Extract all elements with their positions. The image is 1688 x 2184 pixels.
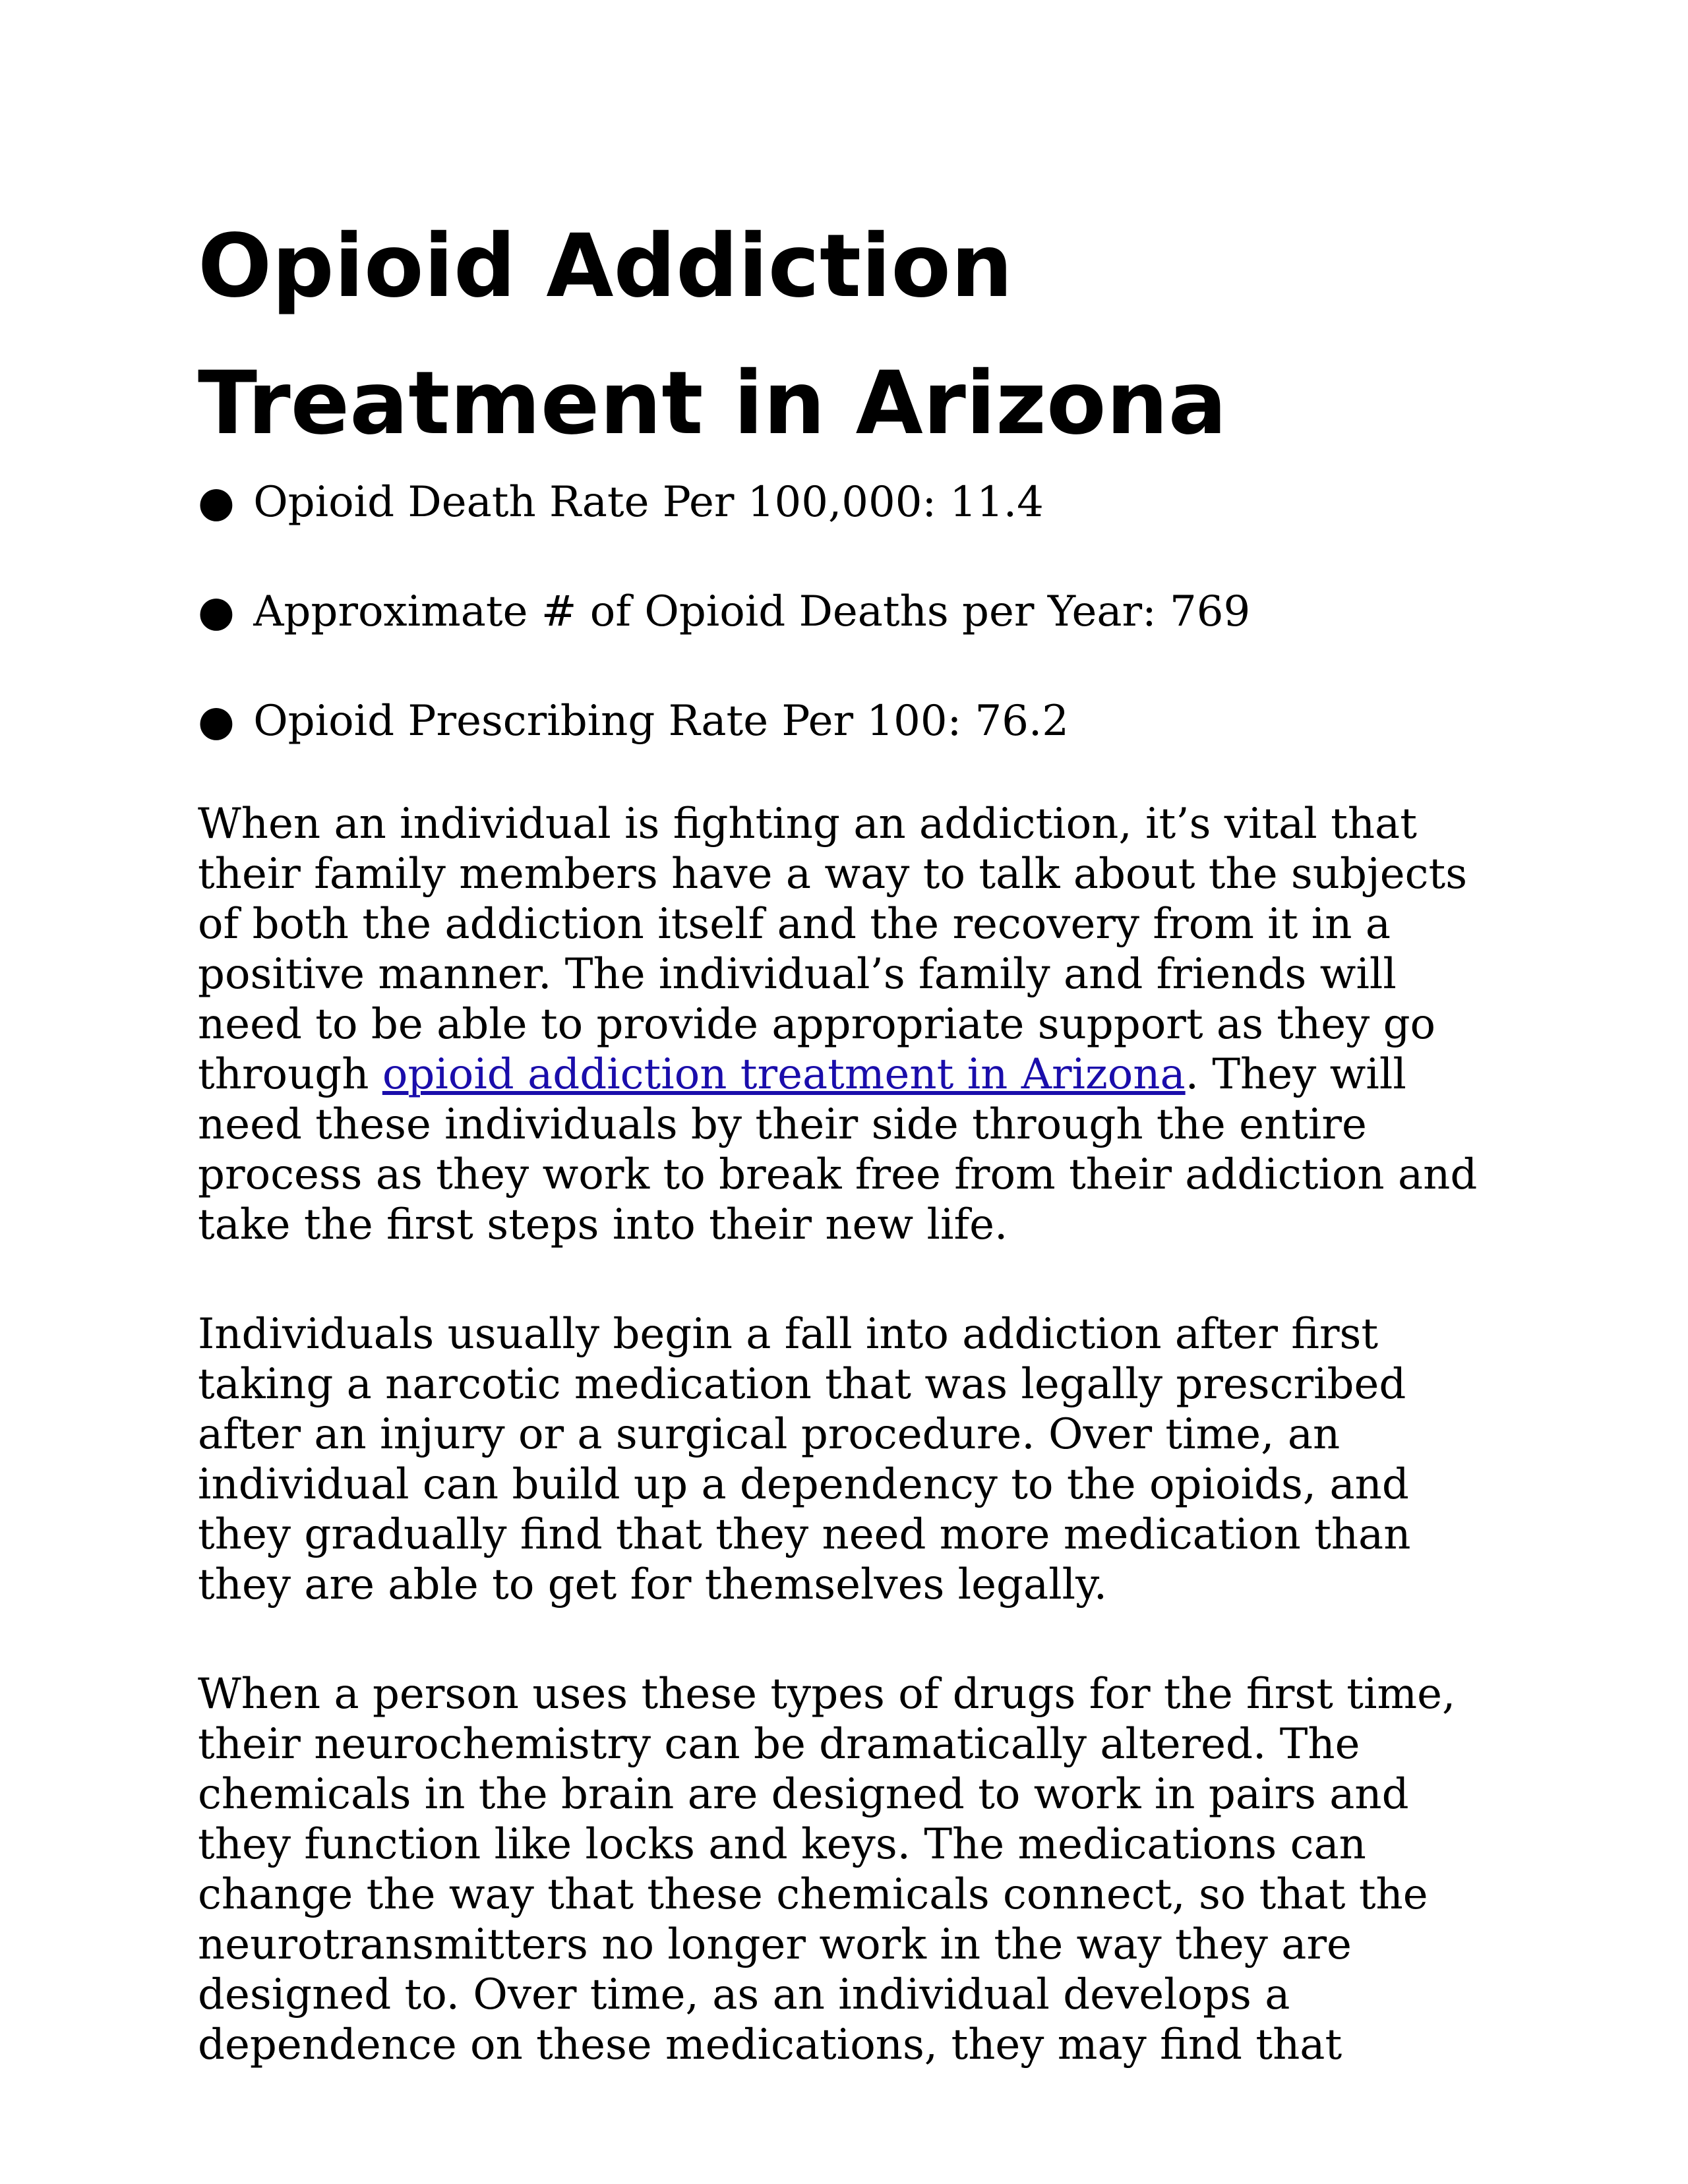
- page-title: Opioid Addiction Treatment in Arizona: [198, 216, 1227, 454]
- stat-death-rate: [198, 477, 1490, 527]
- paragraph-text: When an individual is fighting an addiction, it’s vital that their family members have a way to talk about the subjects of both the addiction itself and the recovery from it in a positive manner. The individual’s family and friends will need to be able to provide appropriate support as they go through: [198, 800, 1468, 1099]
- stat-text: Opioid Death Rate Per 100,000: 11.4: [253, 478, 1044, 527]
- paragraph-family-support: [198, 799, 1490, 1250]
- paragraph-fall-into-addiction: Individuals usually begin a fall into addiction after first taking a narcotic medication that was legally prescribed after an injury or a surgical procedure. Over time, an individual can build up a dependency to the opioids, and they gradually find that they need more medication than they are able to get for themselves legally.: [198, 1310, 1411, 1609]
- bullet-icon: ●: [198, 697, 235, 746]
- bullet-icon: ●: [198, 478, 235, 527]
- treatment-link[interactable]: opioid addiction treatment in Arizona: [382, 1050, 1186, 1099]
- stat-deaths-per-year: [198, 587, 1490, 637]
- paragraph-neurochemistry: When a person uses these types of drugs for the first time, their neurochemistry can be dramatically altered. The chemicals in the brain are designed to work in pairs and they function like locks and keys. The medications can change the way that these chemicals connect, so that the neurotransmitters no longer work in the way they are designed to. Over time, as an individual develops a dependence on these medications, they may find that: [198, 1670, 1456, 2069]
- document-page: [198, 198, 1490, 2129]
- paragraph-text: . They will need these individuals by their side through the entire process as they work to break free from their addiction and take the first steps into their new life.: [198, 1050, 1478, 1249]
- stat-prescribing-rate: [198, 696, 1490, 746]
- stat-text: Opioid Prescribing Rate Per 100: 76.2: [253, 697, 1069, 746]
- bullet-icon: ●: [198, 587, 235, 636]
- stat-text: Approximate # of Opioid Deaths per Year: 769: [253, 587, 1251, 636]
- stats-list: [198, 477, 1490, 746]
